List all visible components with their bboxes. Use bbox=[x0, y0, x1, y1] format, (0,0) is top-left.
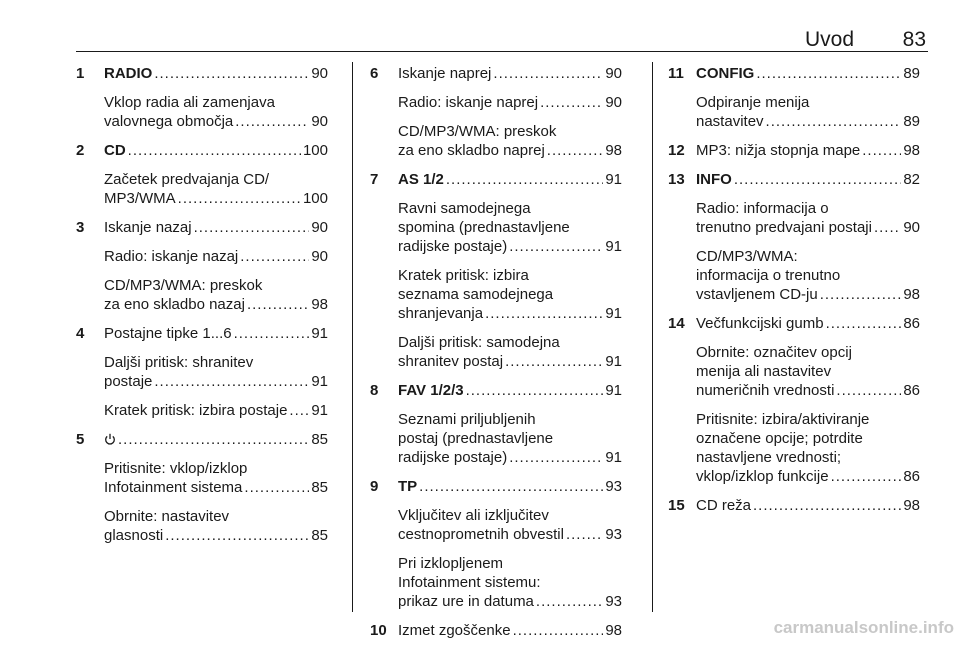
toc-subentry-line: Infotainment sistemu: bbox=[398, 574, 541, 591]
dot-leader bbox=[446, 170, 603, 189]
toc-subentry-line: Radio: informacija o bbox=[696, 200, 829, 217]
toc-page-ref: 98 bbox=[311, 296, 328, 313]
toc-page-ref: 98 bbox=[605, 622, 622, 639]
toc-entry bbox=[370, 381, 622, 400]
toc-page-ref: 93 bbox=[605, 478, 622, 495]
toc-entry-number: 1 bbox=[76, 65, 85, 82]
dot-leader bbox=[509, 237, 603, 256]
toc-subentry-line: informacija o trenutno bbox=[696, 267, 841, 284]
page-number: 83 bbox=[902, 28, 926, 51]
dot-leader bbox=[128, 141, 301, 160]
toc-entry-title: cestnoprometnih obvestil bbox=[398, 526, 564, 543]
toc-subentry-line: spomina (prednastavljene bbox=[398, 219, 570, 236]
dot-leader bbox=[178, 189, 301, 208]
toc-page-ref: 98 bbox=[903, 142, 920, 159]
column-divider bbox=[352, 62, 353, 612]
column-divider bbox=[652, 62, 653, 612]
dot-leader bbox=[566, 525, 603, 544]
toc-entry-title: Radio: iskanje naprej bbox=[398, 94, 539, 111]
header-rule bbox=[76, 51, 928, 52]
toc-entry-title: AS 1/2 bbox=[398, 171, 444, 188]
toc-subentry-line: Pri izklopljenem bbox=[398, 555, 504, 572]
toc-entry-number: 4 bbox=[76, 325, 85, 342]
toc-column-1 bbox=[76, 64, 328, 555]
toc-leader-line bbox=[104, 478, 328, 497]
power-icon bbox=[104, 430, 116, 449]
toc-subentry bbox=[370, 506, 622, 544]
dot-leader bbox=[505, 352, 603, 371]
dot-leader bbox=[235, 112, 309, 131]
toc-entry-title: Kratek pritisk: izbira postaje bbox=[104, 402, 288, 419]
toc-subentry-line: Odpiranje menija bbox=[696, 94, 810, 111]
toc-subentry bbox=[76, 459, 328, 497]
toc-leader-line bbox=[104, 112, 328, 131]
toc-entry bbox=[668, 170, 920, 189]
toc-leader-line bbox=[696, 314, 920, 333]
toc-subentry-line: CD/MP3/WMA: preskok bbox=[398, 123, 557, 140]
toc-subentry-line: Daljši pritisk: shranitev bbox=[104, 354, 254, 371]
toc-subentry-line: postaj (prednastavljene bbox=[398, 430, 554, 447]
toc-subentry bbox=[668, 199, 920, 237]
toc-leader-line bbox=[398, 381, 622, 400]
toc-leader-line bbox=[398, 477, 622, 496]
toc-leader-line bbox=[696, 64, 920, 83]
toc-subentry bbox=[76, 93, 328, 131]
toc-leader-line bbox=[696, 170, 920, 189]
toc-page-ref: 91 bbox=[605, 449, 622, 466]
toc-entry-number: 13 bbox=[668, 171, 685, 188]
toc-leader-line bbox=[398, 304, 622, 323]
toc-entry bbox=[370, 621, 622, 640]
toc-leader-line bbox=[398, 237, 622, 256]
toc-page-ref: 89 bbox=[903, 113, 920, 130]
toc-column-2 bbox=[370, 64, 622, 650]
toc-entry-title: FAV 1/2/3 bbox=[398, 382, 464, 399]
toc-subentry bbox=[668, 343, 920, 400]
dot-leader bbox=[756, 64, 901, 83]
toc-subentry bbox=[370, 199, 622, 256]
toc-subentry-line: označene opcije; potrdite bbox=[696, 430, 863, 447]
dot-leader bbox=[240, 247, 309, 266]
dot-leader bbox=[194, 218, 310, 237]
toc-page-ref: 91 bbox=[605, 305, 622, 322]
toc-subentry bbox=[668, 410, 920, 486]
toc-subentry-line: Pritisnite: vklop/izklop bbox=[104, 460, 248, 477]
toc-entry-title: CD reža bbox=[696, 497, 752, 514]
toc-leader-line bbox=[696, 381, 920, 400]
dot-leader bbox=[753, 496, 901, 515]
toc-leader-line bbox=[398, 170, 622, 189]
toc-subentry bbox=[370, 93, 622, 112]
toc-leader-line bbox=[104, 247, 328, 266]
toc-entry-title: radijske postaje) bbox=[398, 238, 508, 255]
toc-leader-line bbox=[398, 64, 622, 83]
toc-subentry bbox=[370, 333, 622, 371]
toc-entry bbox=[76, 64, 328, 83]
toc-subentry bbox=[76, 170, 328, 208]
toc-leader-line bbox=[696, 285, 920, 304]
toc-entry bbox=[668, 314, 920, 333]
toc-column-3 bbox=[668, 64, 920, 525]
dot-leader bbox=[874, 218, 901, 237]
toc-leader-line bbox=[398, 141, 622, 160]
toc-page-ref: 90 bbox=[311, 113, 328, 130]
dot-leader bbox=[466, 381, 604, 400]
toc-entry bbox=[76, 141, 328, 160]
toc-entry-title: Večfunkcijski gumb bbox=[696, 315, 824, 332]
toc-page-ref: 85 bbox=[311, 527, 328, 544]
dot-leader bbox=[165, 526, 309, 545]
dot-leader bbox=[154, 64, 309, 83]
toc-leader-line bbox=[398, 93, 622, 112]
toc-page-ref: 100 bbox=[302, 190, 328, 207]
toc-page-ref: 98 bbox=[903, 497, 920, 514]
dot-leader bbox=[826, 314, 902, 333]
toc-page-ref: 93 bbox=[605, 593, 622, 610]
toc-entry-title: valovnega območja bbox=[104, 113, 234, 130]
toc-entry-title: nastavitev bbox=[696, 113, 764, 130]
toc-entry-number: 8 bbox=[370, 382, 379, 399]
toc-entry bbox=[76, 430, 328, 449]
toc-entry-number: 10 bbox=[370, 622, 387, 639]
toc-entry-title: vstavljenem CD-ju bbox=[696, 286, 818, 303]
toc-subentry bbox=[370, 410, 622, 467]
dot-leader bbox=[154, 372, 309, 391]
toc-entry-number: 5 bbox=[76, 431, 85, 448]
toc-entry-title: MP3: nižja stopnja mape bbox=[696, 142, 861, 159]
toc-leader-line bbox=[398, 352, 622, 371]
toc-leader-line bbox=[696, 496, 920, 515]
toc-subentry-line: CD/MP3/WMA: bbox=[696, 248, 798, 265]
toc-entry bbox=[668, 64, 920, 83]
toc-entry-title: numeričnih vrednosti bbox=[696, 382, 835, 399]
toc-entry bbox=[370, 64, 622, 83]
toc-entry-title: RADIO bbox=[104, 65, 153, 82]
dot-leader bbox=[118, 430, 309, 449]
dot-leader bbox=[540, 93, 603, 112]
dot-leader bbox=[862, 141, 901, 160]
dot-leader bbox=[820, 285, 902, 304]
toc-page-ref: 100 bbox=[302, 142, 328, 159]
dot-leader bbox=[244, 478, 309, 497]
toc-entry bbox=[370, 477, 622, 496]
toc-subentry-line: nastavljene vrednosti; bbox=[696, 449, 842, 466]
toc-subentry-line: Daljši pritisk: samodejna bbox=[398, 334, 560, 351]
toc-leader-line bbox=[398, 621, 622, 640]
toc-page-ref: 90 bbox=[311, 65, 328, 82]
toc-subentry-line: Obrnite: označitev opcij bbox=[696, 344, 852, 361]
toc-entry-title: Iskanje nazaj bbox=[104, 219, 192, 236]
toc-entry-title: INFO bbox=[696, 171, 732, 188]
toc-entry bbox=[76, 218, 328, 237]
toc-subentry-line: Ravni samodejnega bbox=[398, 200, 531, 217]
toc-entry-number: 14 bbox=[668, 315, 685, 332]
dot-leader bbox=[234, 324, 310, 343]
toc-leader-line bbox=[398, 448, 622, 467]
toc-subentry bbox=[76, 247, 328, 266]
toc-entry-title: za eno skladbo nazaj bbox=[104, 296, 245, 313]
toc-page-ref: 90 bbox=[311, 219, 328, 236]
dot-leader bbox=[247, 295, 309, 314]
toc-subentry-line: Vključitev ali izključitev bbox=[398, 507, 549, 524]
dot-leader bbox=[831, 467, 902, 486]
toc-page-ref: 91 bbox=[311, 402, 328, 419]
toc-subentry bbox=[370, 554, 622, 611]
toc-entry-title: glasnosti bbox=[104, 527, 164, 544]
toc-entry-title: postaje bbox=[104, 373, 153, 390]
toc-entry-number: 12 bbox=[668, 142, 685, 159]
toc-entry bbox=[76, 324, 328, 343]
toc-leader-line bbox=[398, 525, 622, 544]
toc-entry-title: CD bbox=[104, 142, 126, 159]
toc-page-ref: 91 bbox=[311, 373, 328, 390]
toc-page-ref: 85 bbox=[311, 431, 328, 448]
toc-subentry-line: Vklop radia ali zamenjava bbox=[104, 94, 275, 111]
toc-entry-title: vklop/izklop funkcije bbox=[696, 468, 829, 485]
toc-subentry-line: seznama samodejnega bbox=[398, 286, 554, 303]
toc-subentry-line: Pritisnite: izbira/aktiviranje bbox=[696, 411, 870, 428]
toc-subentry bbox=[76, 401, 328, 420]
toc-page-ref: 98 bbox=[605, 142, 622, 159]
toc-entry-title: trenutno predvajani postaji bbox=[696, 219, 872, 236]
toc-page-ref: 86 bbox=[903, 315, 920, 332]
dot-leader bbox=[547, 141, 604, 160]
toc-entry-title: radijske postaje) bbox=[398, 449, 508, 466]
toc-subentry bbox=[76, 507, 328, 545]
toc-page-ref: 90 bbox=[903, 219, 920, 236]
toc-leader-line bbox=[696, 218, 920, 237]
dot-leader bbox=[836, 381, 901, 400]
toc-subentry-line: Kratek pritisk: izbira bbox=[398, 267, 529, 284]
toc-leader-line bbox=[398, 592, 622, 611]
toc-entry-title: Infotainment sistema bbox=[104, 479, 243, 496]
toc-leader-line bbox=[104, 218, 328, 237]
toc-leader-line bbox=[104, 372, 328, 391]
toc-page-ref: 90 bbox=[605, 65, 622, 82]
toc-leader-line bbox=[696, 112, 920, 131]
toc-entry-number: 2 bbox=[76, 142, 85, 159]
toc-entry-title: MP3/WMA bbox=[104, 190, 176, 207]
toc-page-ref: 90 bbox=[605, 94, 622, 111]
dot-leader bbox=[493, 64, 603, 83]
toc-entry-number: 7 bbox=[370, 171, 379, 188]
toc-entry-title: CONFIG bbox=[696, 65, 755, 82]
toc-entry-title: Izmet zgoščenke bbox=[398, 622, 511, 639]
toc-page-ref: 91 bbox=[605, 382, 622, 399]
dot-leader bbox=[509, 448, 603, 467]
toc-entry-title: Iskanje naprej bbox=[398, 65, 492, 82]
toc-leader-line bbox=[104, 324, 328, 343]
toc-entry-title: prikaz ure in datuma bbox=[398, 593, 534, 610]
toc-subentry bbox=[370, 266, 622, 323]
toc-leader-line bbox=[104, 189, 328, 208]
section-title: Uvod bbox=[804, 28, 854, 51]
toc-page-ref: 98 bbox=[903, 286, 920, 303]
toc-subentry bbox=[370, 122, 622, 160]
dot-leader bbox=[734, 170, 901, 189]
toc-page-ref: 91 bbox=[605, 353, 622, 370]
toc-entry-number: 3 bbox=[76, 219, 85, 236]
toc-page-ref: 86 bbox=[903, 468, 920, 485]
toc-entry-title: Radio: iskanje nazaj bbox=[104, 248, 239, 265]
toc-page-ref: 91 bbox=[311, 325, 328, 342]
toc-page-ref: 86 bbox=[903, 382, 920, 399]
toc-page-ref: 89 bbox=[903, 65, 920, 82]
toc-entry-title: TP bbox=[398, 478, 418, 495]
toc-leader-line bbox=[104, 64, 328, 83]
toc-leader-line bbox=[104, 430, 328, 449]
toc-entry bbox=[370, 170, 622, 189]
toc-leader-line bbox=[696, 141, 920, 160]
toc-entry-title: shranjevanja bbox=[398, 305, 484, 322]
toc-subentry bbox=[76, 353, 328, 391]
toc-leader-line bbox=[104, 526, 328, 545]
toc-page-ref: 91 bbox=[605, 238, 622, 255]
toc-leader-line bbox=[104, 295, 328, 314]
watermark: carmanualsonline.info bbox=[773, 618, 954, 637]
toc-entry-title: Postajne tipke 1...6 bbox=[104, 325, 232, 342]
toc-leader-line bbox=[696, 467, 920, 486]
toc-entry-title: shranitev postaj bbox=[398, 353, 504, 370]
toc-page-ref: 93 bbox=[605, 526, 622, 543]
toc-subentry bbox=[668, 247, 920, 304]
toc-subentry bbox=[668, 93, 920, 131]
toc-entry-number: 15 bbox=[668, 497, 685, 514]
toc-entry-title: za eno skladbo naprej bbox=[398, 142, 545, 159]
toc-leader-line bbox=[104, 401, 328, 420]
toc-subentry-line: Seznami priljubljenih bbox=[398, 411, 536, 428]
toc-subentry-line: menija ali nastavitev bbox=[696, 363, 832, 380]
toc-subentry-line: Začetek predvajanja CD/ bbox=[104, 171, 270, 188]
toc-entry-number: 11 bbox=[668, 65, 684, 82]
toc-subentry-line: Obrnite: nastavitev bbox=[104, 508, 230, 525]
toc-page-ref: 91 bbox=[605, 171, 622, 188]
dot-leader bbox=[419, 477, 603, 496]
dot-leader bbox=[766, 112, 902, 131]
toc-page-ref: 90 bbox=[311, 248, 328, 265]
dot-leader bbox=[289, 401, 309, 420]
toc-page-ref: 82 bbox=[903, 171, 920, 188]
toc-subentry-line: CD/MP3/WMA: preskok bbox=[104, 277, 263, 294]
dot-leader bbox=[536, 592, 603, 611]
dot-leader bbox=[513, 621, 604, 640]
toc-subentry bbox=[76, 276, 328, 314]
dot-leader bbox=[485, 304, 603, 323]
toc-entry-number: 6 bbox=[370, 65, 379, 82]
toc-entry bbox=[668, 496, 920, 515]
toc-entry-number: 9 bbox=[370, 478, 379, 495]
toc-leader-line bbox=[104, 141, 328, 160]
toc-page-ref: 85 bbox=[311, 479, 328, 496]
toc-entry bbox=[668, 141, 920, 160]
